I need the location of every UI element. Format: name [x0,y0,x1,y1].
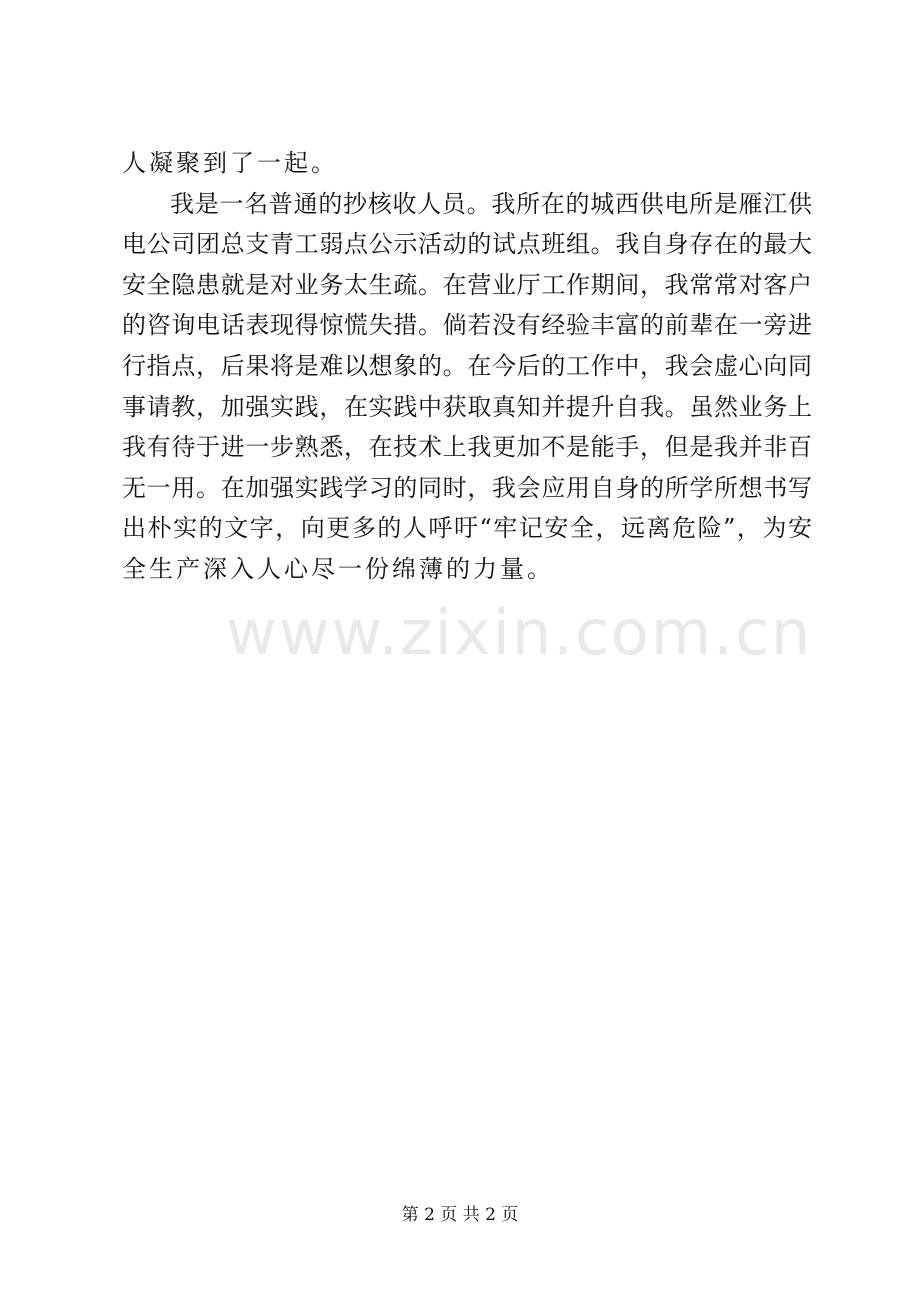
paragraph-2-line-7: 我有待于进一步熟悉，在技术上我更加不是能手，但是我并非百 [122,433,812,462]
paragraph-2-line-2: 电公司团总支青工弱点公示活动的试点班组。我自身存在的最大 [122,230,812,259]
paragraph-2-line-10: 全生产深入人心尽一份绵薄的力量。 [122,554,554,583]
paragraph-2-line-6: 事请教，加强实践，在实践中获取真知并提升自我。虽然业务上 [122,392,812,421]
paragraph-2-line-9: 出朴实的文字，向更多的人呼吁“牢记安全，远离危险”，为安 [122,514,812,543]
paragraph-2-line-8: 无一用。在加强实践学习的同时，我会应用自身的所学所想书写 [122,473,812,502]
paragraph-2-line-4: 的咨询电话表现得惊慌失措。倘若没有经验丰富的前辈在一旁进 [122,311,812,340]
paragraph-2-line-3: 安全隐患就是对业务太生疏。在营业厅工作期间，我常常对客户 [122,270,812,299]
paragraph-1-line-1: 人凝聚到了一起。 [122,149,338,177]
site-watermark: www.zixin.com.cn [226,596,813,669]
paragraph-2-line-1: 我是一名普通的抄核收人员。我所在的城西供电所是雁江供 [170,189,812,218]
document-body [122,143,812,590]
paragraph-2-line-5: 行指点，后果将是难以想象的。在今后的工作中，我会虚心向同 [122,351,812,380]
page-number-footer: 第 2 页 共 2 页 [401,1205,519,1225]
